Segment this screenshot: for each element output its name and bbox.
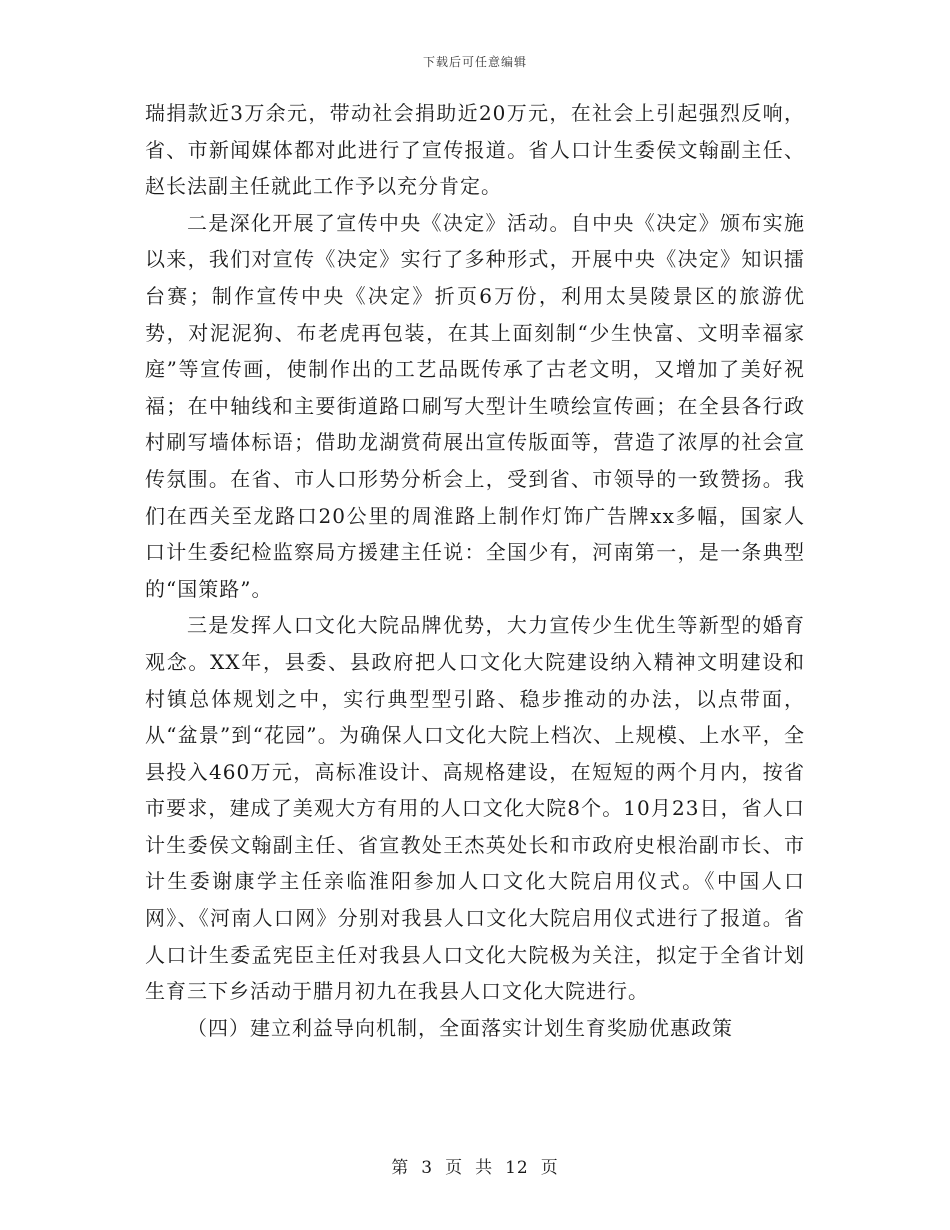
footer-gong: 共 — [475, 1158, 494, 1178]
section-heading-4: （四）建立利益导向机制，全面落实计划生育奖励优惠政策 — [187, 1015, 733, 1040]
paragraph-3: 三是发挥人口文化大院品牌优势，大力宣传少生优生等新型的婚育观念。XX年，县委、县政府把人口文化大院建设纳入精神文明建设和村镇总体规划之中，实行典型型引路、稳步推动的办法，以点带面，从“盆景”到“花园”。为确保人口文化大院上档次、上规模、上水平，全县投入460万元，高标准设计、高规格建设，在短短的两个月内，按省市要求，建成了美观大方有用的人口文化大院8个。10月23日，省人口计生委侯文翰副主任、省宣教处王杰英处长和市政府史根治副市长、市计生委谢康学主任亲临淮阳参加人口文化大院启用仪式。《中国人口网》、《河南人口网》分别对我县人口文化大院启用仪式进行了报道。省人口计生委孟宪臣主任对我县人口文化大院极为关注，拟定于全省计划生育三下乡活动于腊月初九在我县人口文化大院进行。 — [145, 613, 805, 1004]
paragraph-1: 瑞捐款近3万余元，带动社会捐助近20万元，在社会上引起强烈反响，省、市新闻媒体都对此进行了宣传报道。省人口计生委侯文翰副主任、赵长法副主任就此工作予以充分肯定。 — [145, 101, 805, 199]
paragraph-2: 二是深化开展了宣传中央《决定》活动。自中央《决定》颁布实施以来，我们对宣传《决定》实行了多种形式，开展中央《决定》知识擂台赛；制作宣传中央《决定》折页6万份，利用太昊陵景区的旅游优势，对泥泥狗、布老虎再包装，在其上面刻制“少生快富、文明幸福家庭”等宣传画，使制作出的工艺品既传承了古老文明，又增加了美好祝福；在中轴线和主要街道路口刷写大型计生喷绘宣传画；在全县各行政村刷写墙体标语；借助龙湖赏荷展出宣传版面等，营造了浓厚的社会宣传氛围。在省、市人口形势分析会上，受到省、市领导的一致赞扬。我们在西关至龙路口20公里的周淮路上制作灯饰广告牌xx多幅，国家人口计生委纪检监察局方援建主任说：全国少有，河南第一，是一条典型的“国策路”。 — [145, 210, 805, 601]
header-note: 下载后可任意编辑 — [422, 55, 527, 69]
page-number: 3 — [421, 1158, 434, 1178]
footer-ye-2: 页 — [540, 1158, 559, 1178]
page-footer — [0, 1153, 950, 1178]
footer-di: 第 — [391, 1158, 410, 1178]
body-text — [145, 95, 805, 1046]
footer-ye: 页 — [445, 1158, 464, 1178]
total-pages: 12 — [505, 1158, 529, 1178]
